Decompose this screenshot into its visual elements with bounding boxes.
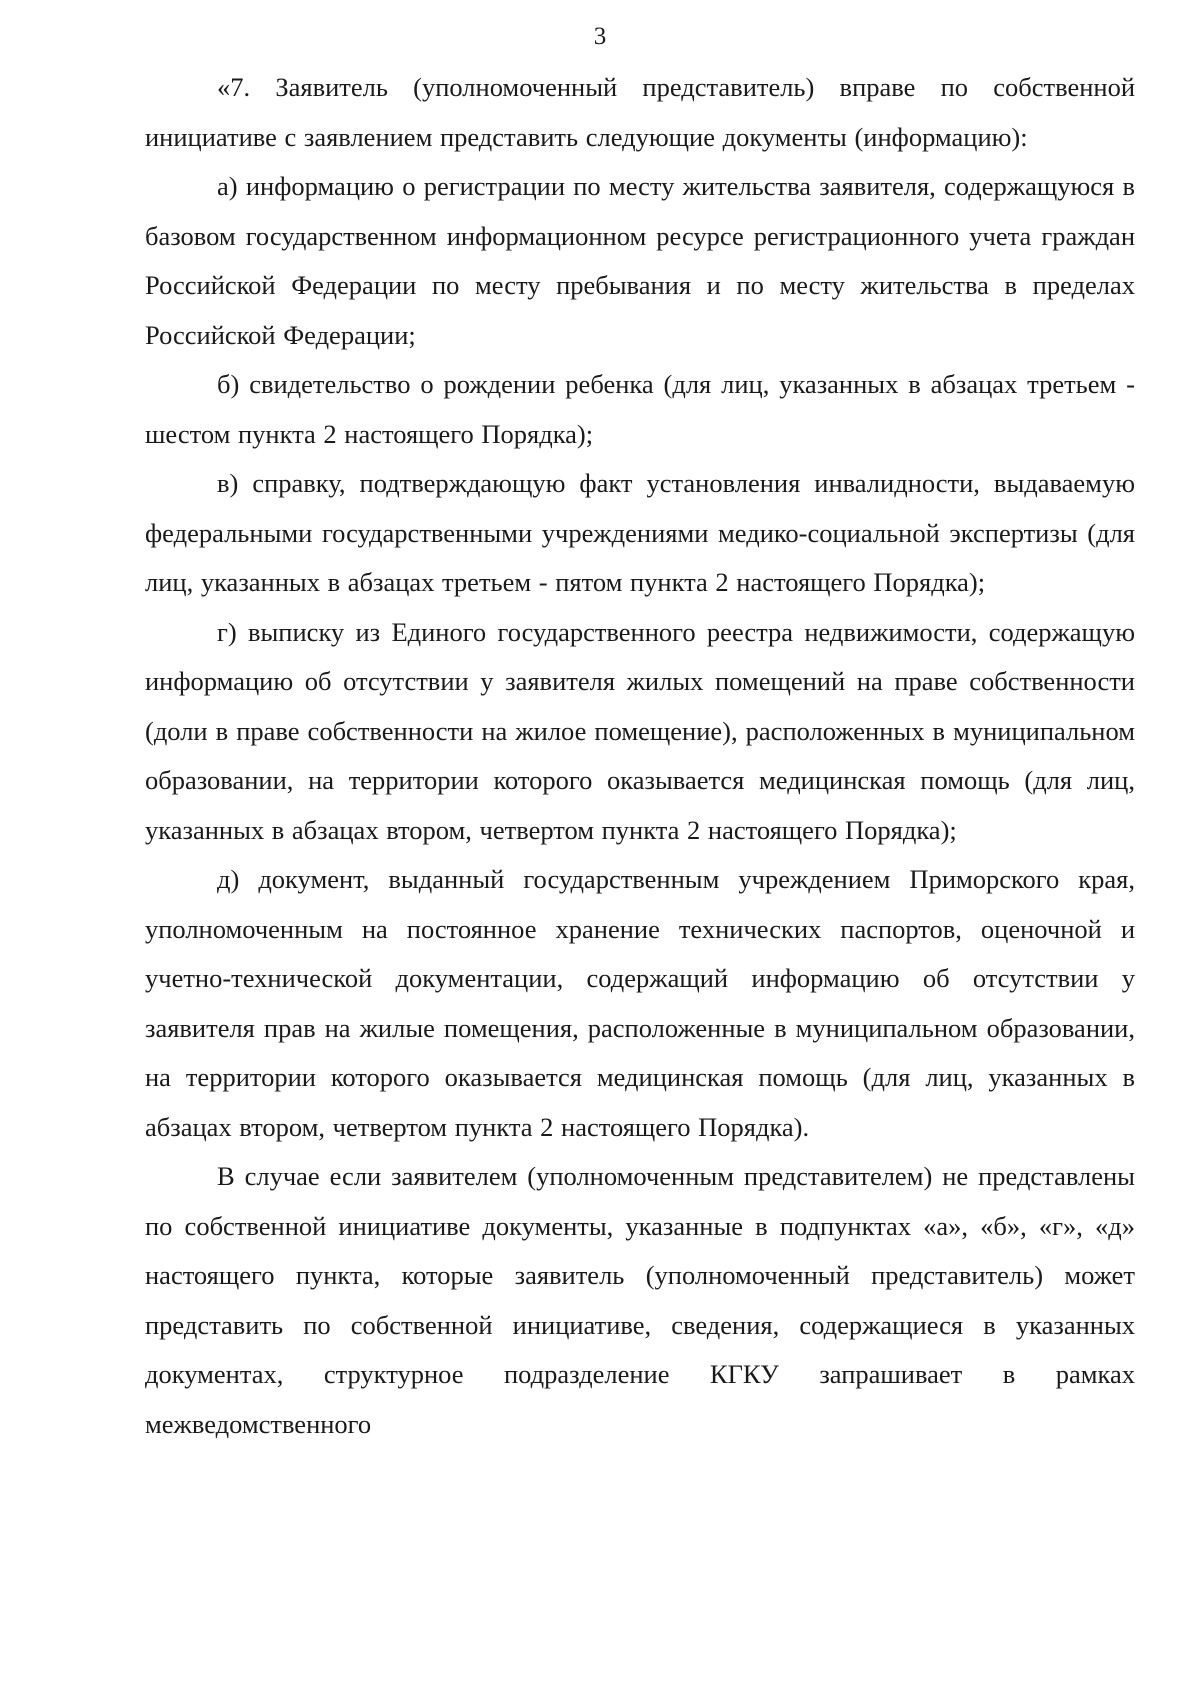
document-body [145, 63, 1135, 1449]
paragraph-subitem-d: д) документ, выданный государственным учреждением Приморского края, уполномоченным на постоянное хранение технических паспортов, оценочной и учетно-технической документации, содержащий информацию об отсутствии у заявителя прав на жилые помещения, расположенные в муниципальном образовании, на территории которого оказывается медицинская помощь (для лиц, указанных в абзацах втором, четвертом пункта 2 настоящего Порядка). [145, 864, 1135, 1142]
paragraph-subitem-v: в) справку, подтверждающую факт установления инвалидности, выдаваемую федеральными государственными учреждениями медико-социальной экспертизы (для лиц, указанных в абзацах третьем - пятом пункта 2 настоящего Порядка); [145, 468, 1135, 597]
paragraph-subitem-a: а) информацию о регистрации по месту жительства заявителя, содержащуюся в базовом государственном информационном ресурсе регистрационного учета граждан Российской Федерации по месту пребывания и по месту жительства в пределах Российской Федерации; [145, 171, 1135, 350]
paragraph-item-7: «7. Заявитель (уполномоченный представитель) вправе по собственной инициативе с заявлением представить следующие документы (информацию): [145, 72, 1135, 152]
paragraph-subitem-b: б) свидетельство о рождении ребенка (для лиц, указанных в абзацах третьем - шестом пункта 2 настоящего Порядка); [145, 369, 1135, 449]
page-number: 3 [593, 23, 607, 50]
paragraph-interagency-request: В случае если заявителем (уполномоченным представителем) не представлены по собственной инициативе документы, указанные в подпунктах «а», «б», «г», «д» настоящего пункта, которые заявитель (уполномоченный представитель) может представить по собственной инициативе, сведения, содержащиеся в указанных документах, структурное подразделение КГКУ запрашивает в рамках межведомственного [145, 1161, 1135, 1439]
paragraph-subitem-g: г) выписку из Единого государственного реестра недвижимости, содержащую информацию об отсутствии у заявителя жилых помещений на праве собственности (доли в праве собственности на жилое помещение), расположенных в муниципальном образовании, на территории которого оказывается медицинская помощь (для лиц, указанных в абзацах втором, четвертом пункта 2 настоящего Порядка); [145, 616, 1135, 845]
